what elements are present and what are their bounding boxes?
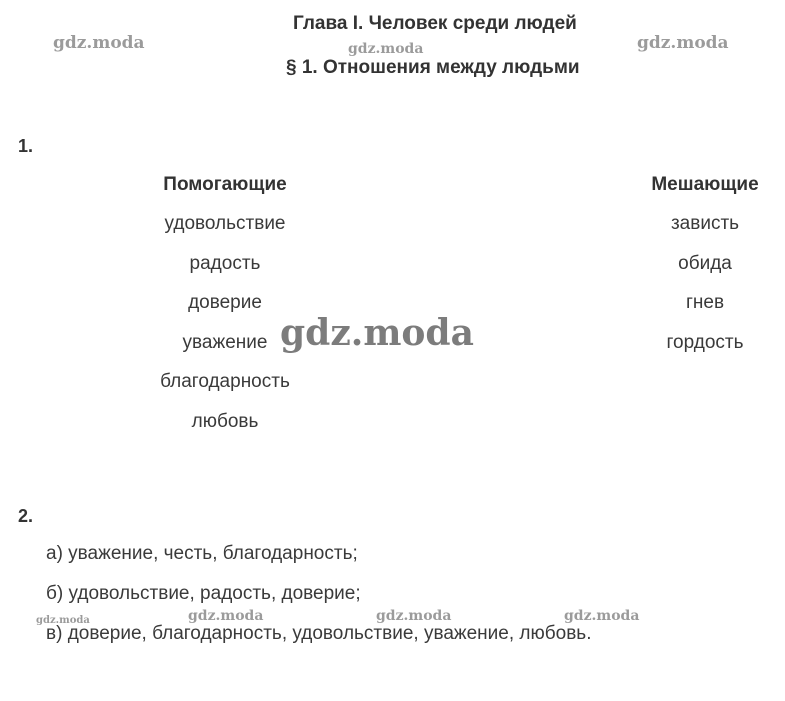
chapter-title: Глава I. Человек среди людей	[293, 13, 577, 34]
list-item: зависть	[670, 213, 740, 234]
task-number: 1.	[18, 136, 34, 156]
answer-line: а) уважение, честь, благодарность;	[46, 543, 358, 564]
watermark: gdz.moda	[348, 41, 424, 57]
task-number: 2.	[18, 506, 34, 526]
hindering-list	[610, 204, 785, 362]
watermark: gdz.moda	[280, 312, 474, 354]
list-item: гордость	[666, 331, 744, 353]
list-item: уважение	[182, 331, 268, 353]
section-title: § 1. Отношения между людьми	[286, 57, 580, 78]
list-item: благодарность	[160, 371, 290, 393]
list-item: удовольствие	[164, 213, 286, 234]
answer-line: б) удовольствие, радость, доверие;	[46, 583, 361, 604]
watermark: gdz.moda	[36, 615, 90, 626]
watermark: gdz.moda	[53, 33, 145, 53]
list-item: обида	[678, 252, 732, 274]
column-heading-helping: Помогающие	[163, 174, 287, 195]
watermark: gdz.moda	[188, 608, 264, 624]
list-item: радость	[189, 252, 261, 274]
watermark: gdz.moda	[376, 608, 452, 624]
column-heading-hindering: Мешающие	[651, 174, 759, 195]
answer-line: в) доверие, благодарность, удовольствие, уважение, любовь.	[46, 623, 592, 644]
watermark: gdz.moda	[637, 33, 729, 53]
list-item: доверие	[188, 292, 262, 314]
list-item: любовь	[191, 410, 259, 432]
watermark: gdz.moda	[564, 608, 640, 624]
list-item: гнев	[685, 292, 725, 314]
